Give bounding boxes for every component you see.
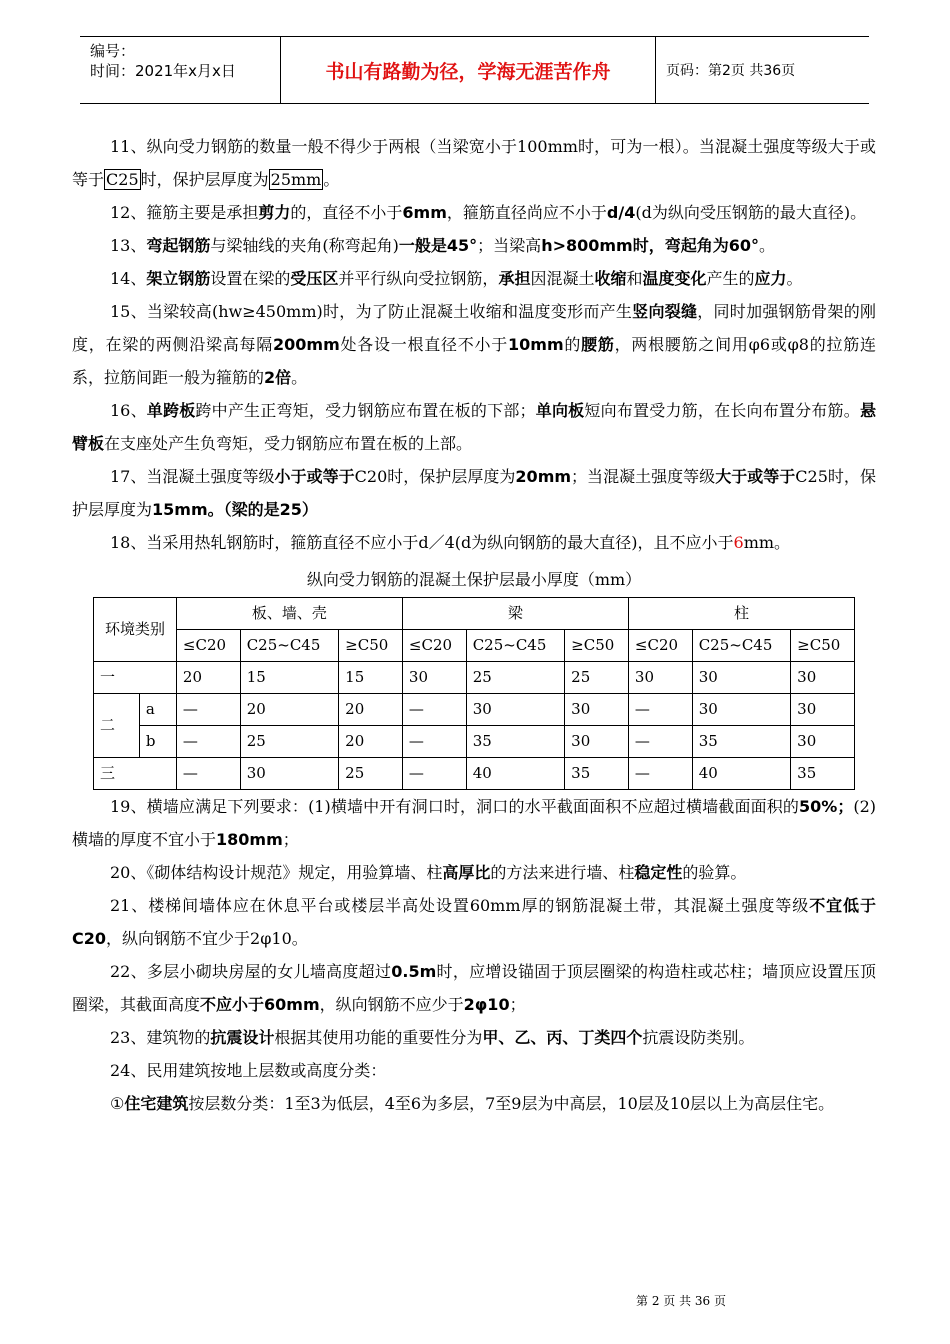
table-cell: 30 (791, 694, 855, 726)
table-subheader-row (94, 630, 855, 662)
table-row (94, 694, 855, 726)
table-cell: 25 (565, 662, 629, 694)
table-cell: — (628, 726, 692, 758)
group-header: 柱 (628, 598, 854, 630)
paragraph-21: 21、楼梯间墙体应在休息平台或楼层半高处设置60mm厚的钢筋混凝土带，其混凝土强度等级不宜低于C20，纵向钢筋不宜少于2φ10。 (72, 896, 876, 948)
sub-row-label: b (139, 726, 176, 758)
table-cell: 25 (240, 726, 338, 758)
sub-row-label: a (139, 694, 176, 726)
paragraph-12: 12、箍筋主要是承担剪力的，直径不小于6mm，箍筋直径尚应不小于d/4(d为纵向受压钢筋的最大直径)。 (110, 203, 867, 222)
paragraph-24-1: ①住宅建筑按层数分类：1至3为低层，4至6为多层，7至9层为中高层，10层及10层以上为高层住宅。 (110, 1094, 835, 1113)
table-cell: 30 (402, 662, 466, 694)
table-cell: 35 (466, 726, 564, 758)
subheader-cell: ≤C20 (176, 630, 240, 662)
subheader-cell: ≤C20 (402, 630, 466, 662)
number-label: 编号： (90, 42, 136, 60)
table-cell: — (628, 694, 692, 726)
page-footer: 第 2 页 共 36 页 (636, 1294, 726, 1308)
table-cell: 30 (240, 758, 338, 790)
paragraph-13: 13、弯起钢筋与梁轴线的夹角(称弯起角)一般是45°；当梁高h>800mm时，弯起角为60°。 (110, 236, 776, 255)
boxed-25mm: 25mm (270, 170, 322, 189)
group-header: 梁 (402, 598, 628, 630)
paragraph-16: 16、单跨板跨中产生正弯矩，受力钢筋应布置在板的下部；单向板短向布置受力筋，在长向布置分布筋。悬臂板在支座处产生负弯矩，受力钢筋应布置在板的上部。 (72, 401, 876, 453)
table-cell: — (628, 758, 692, 790)
table-cell: 35 (692, 726, 790, 758)
table-cell: 25 (339, 758, 403, 790)
table-cell: 30 (466, 694, 564, 726)
paragraph-14: 14、架立钢筋设置在梁的受压区并平行纵向受拉钢筋，承担因混凝土收缩和温度变化产生的应力。 (110, 269, 803, 288)
table-cell: — (176, 694, 240, 726)
table-cell: 30 (565, 726, 629, 758)
red-value-6: 6 (733, 533, 744, 552)
page-code: 页码：第2页 共36页 (666, 63, 796, 79)
paragraph-20: 20、《砌体结构设计规范》规定，用验算墙、柱高厚比的方法来进行墙、柱稳定性的验算。 (110, 863, 747, 882)
table-cell: 30 (692, 694, 790, 726)
table-cell: 35 (565, 758, 629, 790)
table-row (94, 758, 855, 790)
subheader-cell: ≥C50 (565, 630, 629, 662)
subheader-cell: ≥C50 (791, 630, 855, 662)
subheader-cell: C25~C45 (692, 630, 790, 662)
table-header-row (94, 598, 855, 630)
row-label: 二 (94, 694, 140, 758)
paragraph-11: 11、纵向受力钢筋的数量一般不得少于两根（当梁宽小于100mm时，可为一根）。当混凝土强度等级大于或等于 C25 时，保护层厚度为 25mm 。 (72, 137, 876, 189)
date-label: 时间：2021年x月x日 (90, 62, 236, 80)
boxed-c25: C25 (106, 170, 139, 189)
table-cell: 30 (791, 726, 855, 758)
table-cell: — (176, 726, 240, 758)
table-cell: 20 (339, 726, 403, 758)
cover-thickness-table (93, 597, 855, 790)
subheader-cell: C25~C45 (466, 630, 564, 662)
table-cell: 30 (628, 662, 692, 694)
paragraph-19: 19、横墙应满足下列要求：(1)横墙中开有洞口时，洞口的水平截面面积不应超过横墙截面面积的50%；(2)横墙的厚度不宜小于180mm； (72, 797, 876, 849)
subheader-cell: ≥C50 (339, 630, 403, 662)
table-cell: 30 (791, 662, 855, 694)
row-label: 一 (94, 662, 177, 694)
table-cell: 35 (791, 758, 855, 790)
table-cell: — (176, 758, 240, 790)
table-row (94, 726, 855, 758)
page-header (80, 36, 869, 104)
table-cell: 40 (466, 758, 564, 790)
subheader-cell: ≤C20 (628, 630, 692, 662)
document-body (72, 130, 876, 1120)
paragraph-23: 23、建筑物的抗震设计根据其使用功能的重要性分为甲、乙、丙、丁类四个抗震设防类别。 (110, 1028, 755, 1047)
paragraph-17: 17、当混凝土强度等级小于或等于C20时，保护层厚度为20mm；当混凝土强度等级大于或等于C25时，保护层厚度为15mm。（梁的是25） (72, 467, 876, 519)
table-cell: 30 (692, 662, 790, 694)
table-caption: 纵向受力钢筋的混凝土保护层最小厚度（mm） (306, 570, 642, 589)
table-cell: 15 (240, 662, 338, 694)
paragraph-22: 22、多层小砌块房屋的女儿墙高度超过0.5m时，应增设锚固于顶层圈梁的构造柱或芯柱；墙顶应设置压顶圈梁，其截面高度不应小于60mm，纵向钢筋不应少于2φ10； (72, 962, 876, 1014)
header-meta (80, 37, 280, 103)
table-cell: — (402, 726, 466, 758)
row-label: 三 (94, 758, 177, 790)
env-header: 环境类别 (94, 598, 177, 662)
table-cell: — (402, 758, 466, 790)
table-cell: — (402, 694, 466, 726)
paragraph-24: 24、民用建筑按地上层数或高度分类： (110, 1061, 387, 1080)
table-cell: 25 (466, 662, 564, 694)
table-cell: 20 (240, 694, 338, 726)
paragraph-18: 18、当采用热轧钢筋时，箍筋直径不应小于d／4(d为纵向钢筋的最大直径)，且不应小于6mm。 (110, 533, 791, 552)
motto: 书山有路勤为径，学海无涯苦作舟 (280, 37, 656, 103)
table-cell: 20 (176, 662, 240, 694)
table-cell: 15 (339, 662, 403, 694)
subheader-cell: C25~C45 (240, 630, 338, 662)
table-cell: 30 (565, 694, 629, 726)
paragraph-15: 15、当梁较高(hw≥450mm)时，为了防止混凝土收缩和温度变形而产生竖向裂缝，同时加强钢筋骨架的刚度，在梁的两侧沿梁高每隔200mm处各设一根直径不小于10mm的腰筋，两根腰筋之间用φ6或φ8的拉筋连系，拉筋间距一般为箍筋的2倍。 (72, 302, 876, 387)
table-cell: 40 (692, 758, 790, 790)
group-header: 板、墙、壳 (176, 598, 402, 630)
table-row (94, 662, 855, 694)
table-cell: 20 (339, 694, 403, 726)
